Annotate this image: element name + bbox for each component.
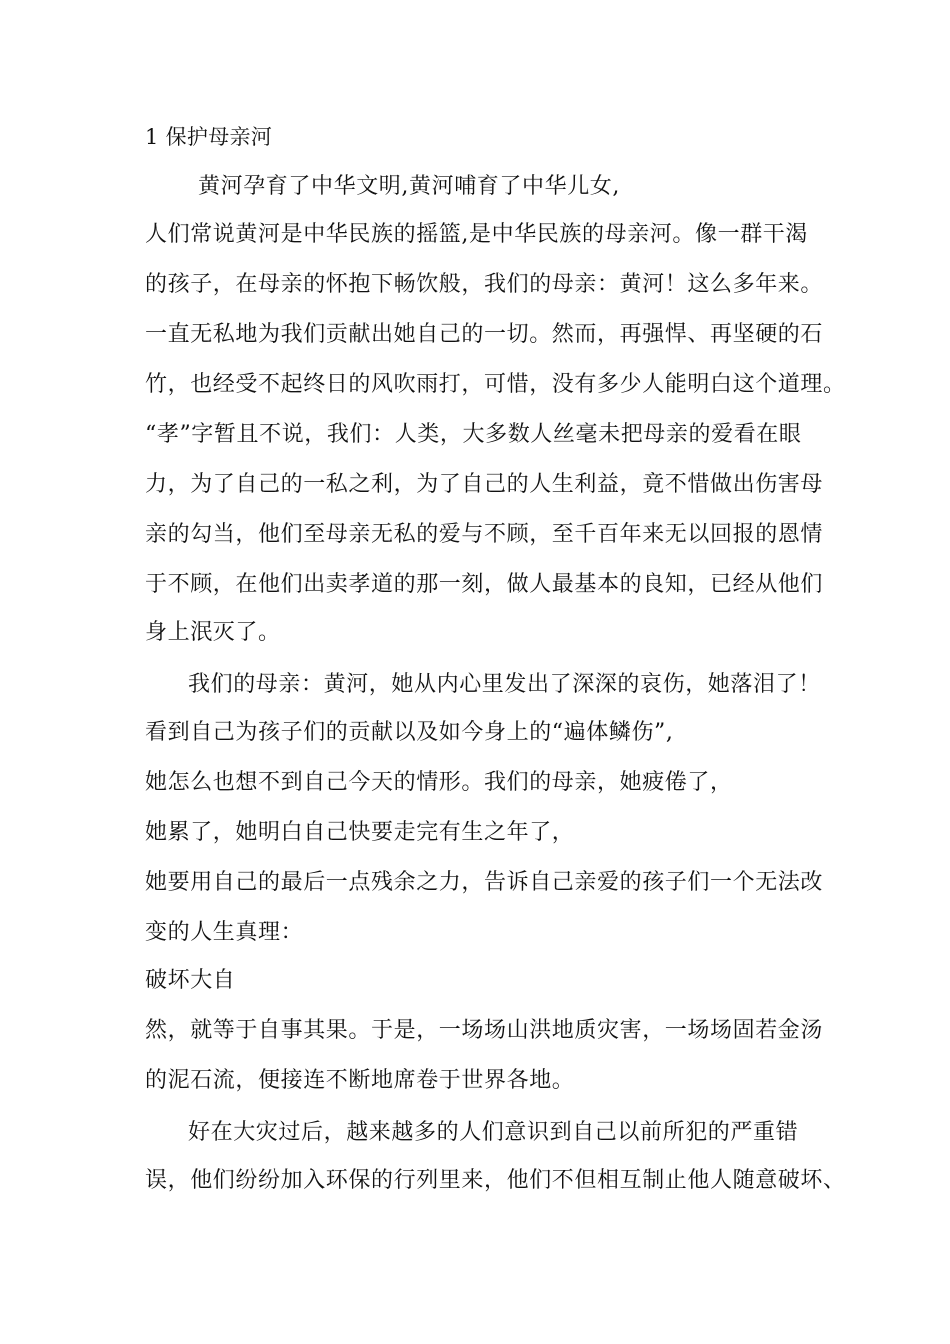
paragraph-line: 变的人生真理： [145, 920, 304, 945]
paragraph-line: 一直无私地为我们贡献出她自己的一切。然而，再强悍、再坚硬的石 [145, 322, 824, 347]
paragraph-line: 身上泯灭了。 [145, 620, 281, 645]
paragraph-line: 的泥石流，便接连不断地席卷于世界各地。 [145, 1068, 575, 1093]
paragraph-line: 竹，也经受不起终日的风吹雨打，可惜，没有多少人能明白这个道理。 [145, 372, 846, 397]
paragraph-line: 看到自己为孩子们的贡献以及如今身上的“遍体鳞伤”, [145, 720, 674, 745]
paragraph-line: 的孩子，在母亲的怀抱下畅饮般，我们的母亲：黄河！这么多年来。 [145, 272, 824, 297]
paragraph-line: 误，他们纷纷加入环保的行列里来，他们不但相互制止他人随意破坏、 [145, 1168, 846, 1193]
paragraph-line: 破坏大自 [145, 968, 236, 993]
paragraph-line: “孝”字暂且不说，我们：人类，大多数人丝毫未把母亲的爱看在眼 [145, 422, 802, 447]
paragraph-line: 然，就等于自事其果。于是，一场场山洪地质灾害，一场场固若金汤 [145, 1018, 824, 1043]
paragraph-line: 力，为了自己的一私之利，为了自己的人生利益，竟不惜做出伤害母 [145, 472, 824, 497]
paragraph-line: 黄河孕育了中华文明,黄河哺育了中华儿女, [198, 174, 620, 199]
paragraph-line: 她怎么也想不到自己今天的情形。我们的母亲，她疲倦了， [145, 770, 733, 795]
paragraph-line: 她累了，她明白自己快要走完有生之年了， [145, 820, 575, 845]
paragraph-line: 于不顾，在他们出卖孝道的那一刻，做人最基本的良知，已经从他们 [145, 572, 824, 597]
paragraph-line: 她要用自己的最后一点残余之力，告诉自己亲爱的孩子们一个无法改 [145, 870, 824, 895]
paragraph-line: 好在大灾过后，越来越多的人们意识到自己以前所犯的严重错 [188, 1120, 799, 1145]
paragraph-line: 亲的勾当，他们至母亲无私的爱与不顾，至千百年来无以回报的恩情 [145, 522, 824, 547]
document-title: 1 保护母亲河 [145, 125, 273, 149]
paragraph-line: 人们常说黄河是中华民族的摇篮,是中华民族的母亲河。像一群干渴 [145, 222, 808, 247]
paragraph-line: 我们的母亲：黄河，她从内心里发出了深深的哀伤，她落泪了！ [188, 672, 821, 697]
